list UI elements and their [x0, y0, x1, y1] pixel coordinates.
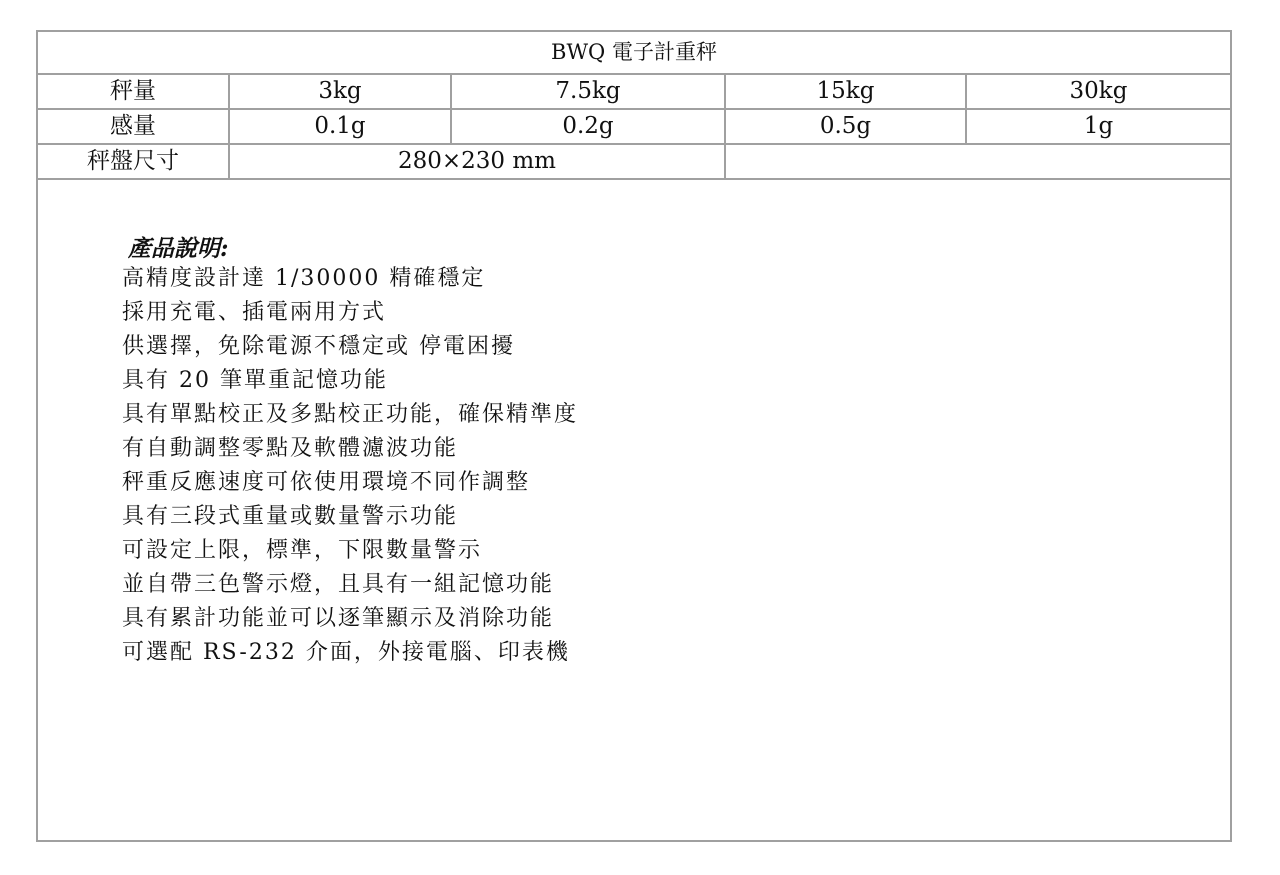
feature-item: 高精度設計達 1/30000 精確穩定 — [122, 266, 486, 291]
spec-table — [38, 32, 1230, 180]
product-title: BWQ 電子計重秤 — [38, 32, 1230, 74]
pan-size-empty-cell — [725, 144, 1230, 179]
resolution-0-5g: 0.5g — [725, 109, 966, 144]
feature-item: 並自帶三色警示燈，且具有一組記憶功能 — [122, 572, 555, 597]
capacity-15kg: 15kg — [725, 74, 966, 109]
product-spec-sheet — [36, 30, 1232, 842]
capacity-7-5kg: 7.5kg — [451, 74, 725, 109]
feature-item: 秤重反應速度可依使用環境不同作調整 — [122, 470, 531, 495]
feature-list — [122, 262, 578, 670]
capacity-30kg: 30kg — [966, 74, 1230, 109]
pan-size-row — [38, 144, 1230, 179]
pan-size-label: 秤盤尺寸 — [38, 144, 229, 179]
feature-item: 有自動調整零點及軟體濾波功能 — [122, 436, 459, 461]
feature-item: 具有三段式重量或數量警示功能 — [122, 504, 459, 529]
pan-size-value: 280×230 mm — [229, 144, 725, 179]
feature-item: 可選配 RS-232 介面，外接電腦、印表機 — [122, 640, 570, 665]
resolution-row — [38, 109, 1230, 144]
capacity-row — [38, 74, 1230, 109]
feature-item: 具有累計功能並可以逐筆顯示及消除功能 — [122, 606, 555, 631]
resolution-1g: 1g — [966, 109, 1230, 144]
resolution-0-1g: 0.1g — [229, 109, 451, 144]
title-row — [38, 32, 1230, 74]
feature-item: 採用充電、插電兩用方式 — [122, 300, 387, 325]
resolution-0-2g: 0.2g — [451, 109, 725, 144]
capacity-label: 秤量 — [38, 74, 229, 109]
feature-item: 供選擇，免除電源不穩定或 停電困擾 — [122, 334, 515, 359]
feature-item: 具有單點校正及多點校正功能，確保精準度 — [122, 402, 579, 427]
resolution-label: 感量 — [38, 109, 229, 144]
feature-item: 具有 20 筆單重記憶功能 — [122, 368, 388, 393]
description-heading: 產品說明: — [128, 235, 229, 262]
capacity-3kg: 3kg — [229, 74, 451, 109]
feature-item: 可設定上限，標準，下限數量警示 — [122, 538, 483, 563]
